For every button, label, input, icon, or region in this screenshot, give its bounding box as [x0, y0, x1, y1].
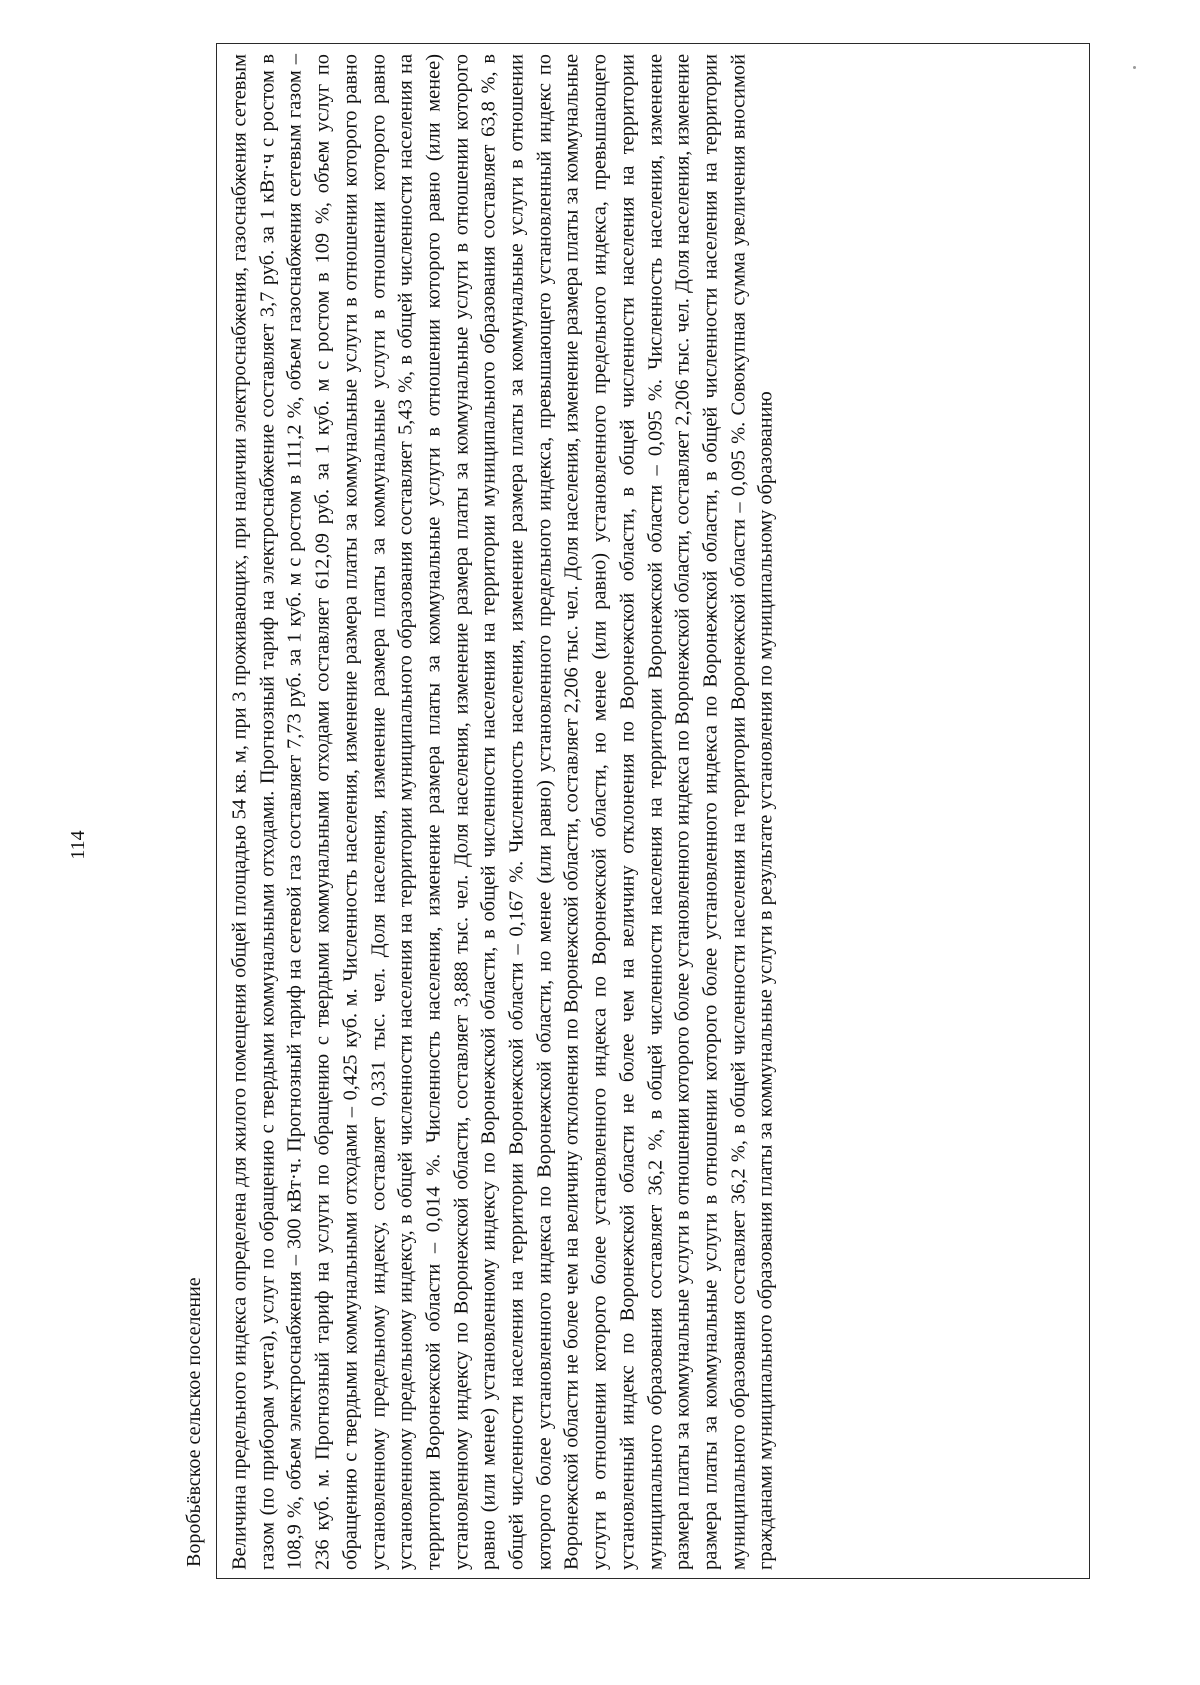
label-column	[171, 43, 217, 1579]
description-cell-wrap	[172, 44, 1089, 1578]
settlement-name: Воробьёвское сельское поселение	[182, 1277, 205, 1567]
scan-speck	[1133, 66, 1136, 69]
settlement-description: Величина предельного индекса определена для жилого помещения общей площадью 54 кв. м, при 3 проживающих, при наличии электроснабжения, газоснабжения сетевым газом (по приборам учета), услуг по обращению с твердыми коммунальными отходами. Прогнозный тариф на электроснабжение составляет 3,7 руб. за 1 кВт·ч с ростом в 108,9 %, объем электроснабжения – 300 кВт·ч. Прогнозный тариф на сетевой газ составляет 7,73 руб. за 1 куб. м с ростом в 111,2 %, объем газоснабжения сетевым газом – 236 куб. м. Прогнозный тариф на услуги по обращению с твердыми коммунальными отходами составляет 612,09 руб. за 1 куб. м с ростом в 109 %, объем услуг по обращению с твердыми коммунальными отходами – 0,425 куб. м. Численность населения, изменение размера платы за коммунальные услуги в отношении которого равно установленному предельному индексу, составляет 0,331 тыс. чел. Доля населения, изменение размера платы за коммунальные услуги в отношении которого равно установленному предельному индексу, в общей численности населения на территории муниципального образования составляет 5,43 %, в общей численности населения на территории Воронежской области – 0,014 %. Численность населения, изменение размера платы за коммунальные услуги в отношении которого равно (или менее) установленному индексу по Воронежской области, составляет 3,888 тыс. чел. Доля населения, изменение размера платы за коммунальные услуги в отношении которого равно (или менее) установленному индексу по Воронежской области, в общей численности населения на территории муниципального образования составляет 63,8 %, в общей численности населения на территории Воронежской области – 0,167 %. Численность населения, изменение размера платы за коммунальные услуги в отношении которого более установленного индекса по Воронежской области, но менее (или равно) установленного предельного индекса, превышающего установленный индекс по Воронежской области не более чем на величину отклонения по Воронежской области, составляет 2,206 тыс. чел. Доля населения, изменение размера платы за коммунальные услуги в отношении которого более установленного индекса по Воронежской области, но менее (или равно) установленного предельного индекса, превышающего установленный индекс по Воронежской области не более чем на величину отклонения по Воронежской области, в общей численности населения на территории муниципального образования составляет 36,2 %, в общей численности населения на территории Воронежской области – 0,095 %. Численность населения, изменение размера платы за коммунальные услуги в отношении которого более установленного индекса по Воронежской области, составляет 2,206 тыс. чел. Доля населения, изменение размера платы за коммунальные услуги в отношении которого более установленного индекса по Воронежской области, в общей численности населения на территории муниципального образования составляет 36,2 %, в общей численности населения на территории Воронежской области – 0,095 %. Совокупная сумма увеличения вносимой гражданами муниципального образования платы за коммунальные услуги в результате установления по муниципальному образованию	[228, 54, 777, 1570]
document-table	[171, 43, 1090, 1579]
page-number: 114	[67, 830, 89, 860]
